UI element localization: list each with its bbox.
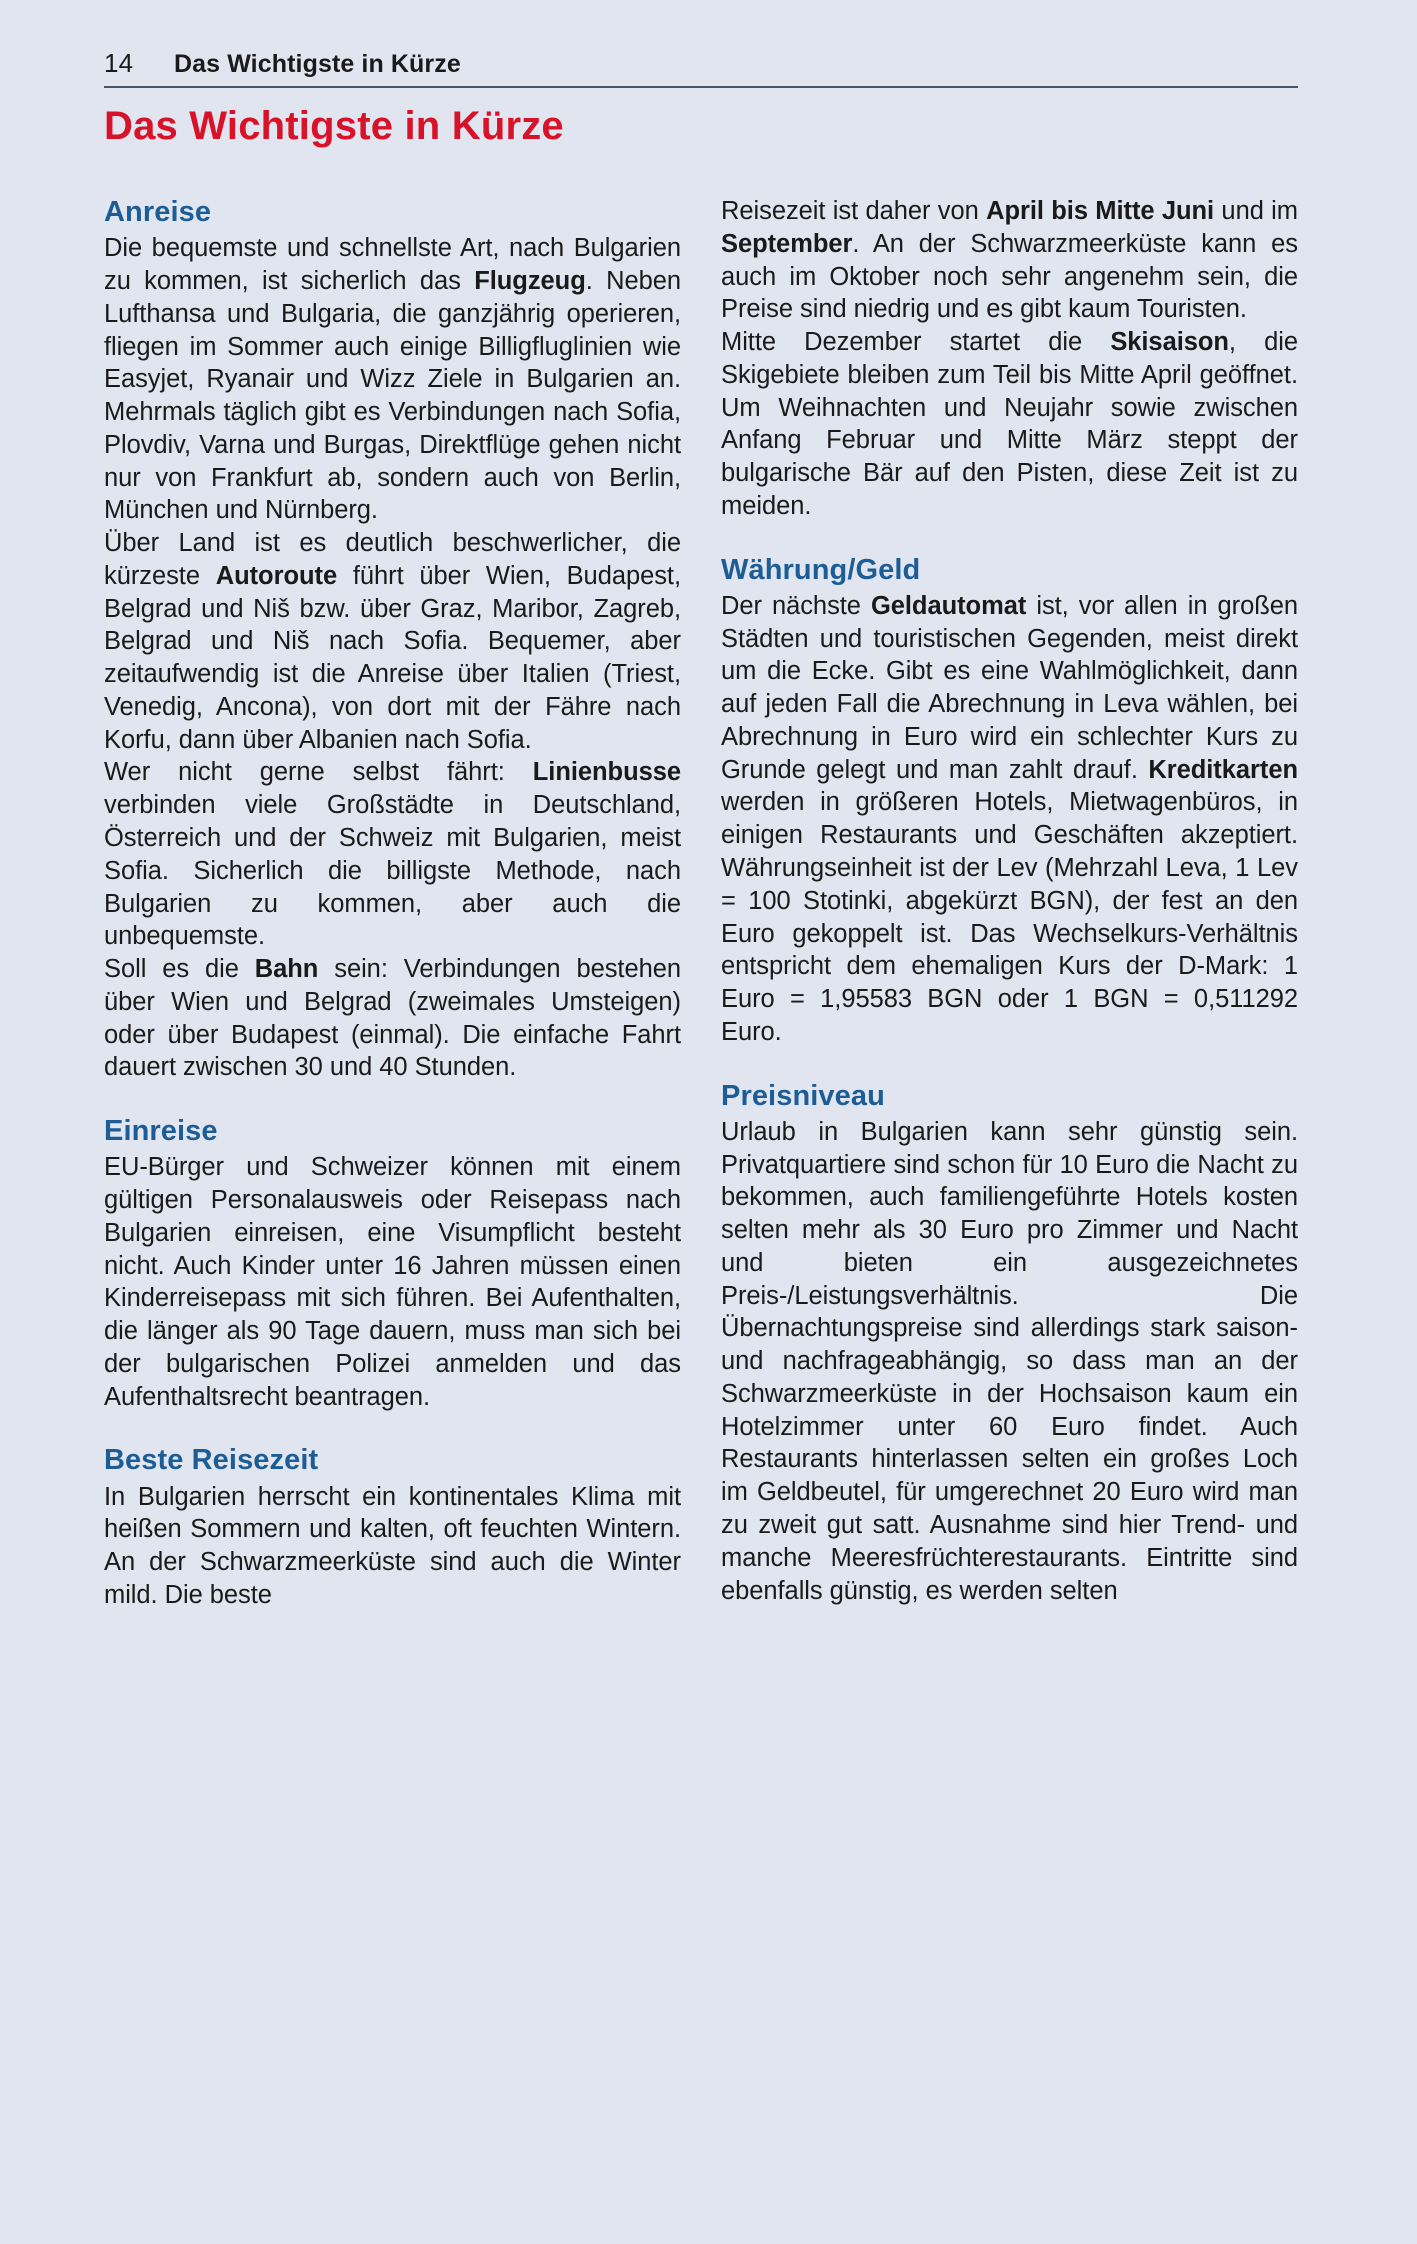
section-heading-anreise: Anreise xyxy=(104,196,212,228)
paragraph: Reisezeit ist daher von April bis Mitte Juni und im September. An der Schwarzmeerküste kann es auch im Oktober noch sehr angenehm sein, die Preise sind niedrig und es gibt kaum Touristen. xyxy=(721,197,1298,324)
paragraph: Mitte Dezember startet die Skisaison, die Skigebiete bleiben zum Teil bis Mitte April geöffnet. Um Weihnachten und Neujahr sowie zwischen Anfang Februar und Mitte März steppt der bulgarische Bär auf den Pisten, diese Zeit ist zu meiden. xyxy=(721,328,1299,520)
body-columns xyxy=(104,195,1298,2205)
section-heading-wahrung-geld: Währung/Geld xyxy=(721,553,921,586)
paragraph: EU-Bürger und Schweizer können mit einem gültigen Personalausweis oder Reisepass nach Bulgarien einreisen, eine Visumpflicht besteht nicht. Auch Kinder unter 16 Jahren müssen einen Kinderreisepass mit sich führen. Bei Aufenthalten, die länger als 90 Tage dauern, muss man sich bei der bulgarischen Polizei anmelden und das Aufenthaltsrecht beantragen. xyxy=(104,1153,681,1411)
paragraph: In Bulgarien herrscht ein kontinentales Klima mit heißen Sommern und kalten, oft feuchten Wintern. An der Schwarzmeerküste sind auch die Winter mild. Die beste xyxy=(104,1482,681,1609)
paragraph: Soll es die Bahn sein: Verbindungen bestehen über Wien und Belgrad (zweimales Umsteigen) oder über Budapest (einmal). Die einfache Fahrt dauert zwischen 30 und 40 Stunden. xyxy=(104,955,681,1082)
paragraph: Der nächste Geldautomat ist, vor allen in großen Städten und touristischen Gegenden, meist direkt um die Ecke. Gibt es eine Wahlmöglichkeit, dann auf jeden Fall die Abrechnung in Leva wählen, bei Abrechnung in Euro wird ein schlechter Kurs zu Grunde gelegt und man zahlt drauf. Kreditkarten werden in größeren Hotels, Mietwagenbüros, in einigen Restaurants und Geschäften akzeptiert. Währungseinheit ist der Lev (Mehrzahl Leva, 1 Lev = 100 Stotinki, abgekürzt BGN), der fest an den Euro gekoppelt ist. Das Wechselkurs-Verhältnis entspricht dem ehemaligen Kurs der D-Mark: 1 Euro = 1,95583 BGN oder 1 BGN = 0,511292 Euro. xyxy=(721,591,1298,1046)
paragraph: Urlaub in Bulgarien kann sehr günstig sein. Privatquartiere sind schon für 10 Euro die Nacht zu bekommen, auch familiengeführte Hotels kosten selten mehr als 30 Euro pro Zimmer und Nacht und bieten ein ausgezeichnetes Preis-/Leistungsverhältnis. Die Übernachtungspreise sind allerdings stark saison- und nachfrageabhängig, so dass man an der Schwarzmeerküste in der Hochsaison kaum ein Hotelzimmer unter 60 Euro findet. Auch Restaurants hinterlassen selten ein großes Loch im Geldbeutel, für umgerechnet 20 Euro wird man zu zweit gut satt. Ausnahme sind hier Trend- und manche Meeresfrüchterestaurants. Eintritte sind ebenfalls günstig, es werden selten xyxy=(721,1117,1298,1605)
right-column xyxy=(721,195,1298,2205)
running-head xyxy=(104,48,1298,88)
paragraph: Die bequemste und schnellste Art, nach Bulgarien zu kommen, ist sicherlich das Flugzeug. Neben Lufthansa und Bulgaria, die ganzjährig operieren, fliegen im Sommer auch einige Billigfluglinien wie Easyjet, Ryanair und Wizz Ziele in Bulgarien an. Mehrmals täglich gibt es Verbindungen nach Sofia, Plovdiv, Varna und Burgas, Direktflüge gehen nicht nur von Frankfurt ab, sondern auch von Berlin, München und Nürnberg. xyxy=(104,234,681,525)
paragraph: Über Land ist es deutlich beschwerlicher, die kürzeste Autoroute führt über Wien, Budapest, Belgrad und Niš bzw. über Graz, Maribor, Zagreb, Belgrad und Niš nach Sofia. Bequemer, aber zeitaufwendig ist die Anreise über Italien (Triest, Venedig, Ancona), von dort mit der Fähre nach Korfu, dann über Albanien nach Sofia. xyxy=(104,529,681,754)
running-title: Das Wichtigste in Kürze xyxy=(174,50,461,78)
section-heading-einreise: Einreise xyxy=(104,1115,218,1148)
section-heading-beste-reisezeit: Beste Reisezeit xyxy=(104,1444,319,1477)
left-column xyxy=(104,195,681,2205)
section-heading-preisniveau: Preisniveau xyxy=(721,1079,885,1112)
page-number: 14 xyxy=(104,48,134,78)
chapter-title: Das Wichtigste in Kürze xyxy=(104,104,564,148)
paragraph: Wer nicht gerne selbst fährt: Linienbusse verbinden viele Großstädte in Deutschland, Österreich und der Schweiz mit Bulgarien, meist Sofia. Sicherlich die billigste Methode, nach Bulgarien zu kommen, aber auch die unbequemste. xyxy=(104,758,681,951)
